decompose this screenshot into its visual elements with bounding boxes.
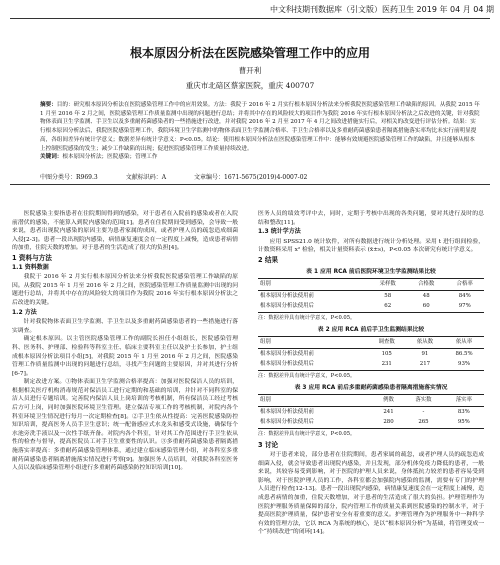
table-header: 合格率: [456, 281, 473, 288]
abstract-text: 目的：研究根本原因分析法在医院感染管理工作中的应用效果。方法：我院于 2016 年 2 月实行根本原因分析法来分析我院医院感染管理工作缺陷的原因。从我院 2015 年 1 月至 2016 年 2 月之间，医院感染管理工作质量监测中出现的问题进行总结；并将其中存在的风险较大的项目作为我院 2016 年实行根本原因分析法之后改进的关键，针对我院物体表面卫生学监测、手卫生以及多重耐药菌感染者的一些措施进行改进，并对我院 2016 年 2 月至 2017 年 4 月之间改进措施实行后，对相关的改变进行评估分析。结果：实行根本原因分析法后，我院医院感染管理工作，我院环境卫生学监测中的物体表面卫生学监测合格率、手卫生合格率以及多重耐药菌感染患者隔离措施落实率均比未实行前明显提高，各组间差异有统计学意义；数据差异有统计学意义：P<0.05。结论：使用根本原因分析法在医院感染管理工作中：能够有效规避医院感染管理工作的缺陷，并且能够从根本上控制医院感染的发生；减少工作缺陷的出现；促进医院感染管理工作质量持续改进。: [40, 102, 480, 152]
table-cell: 241: [383, 408, 394, 415]
table-row: [258, 290, 484, 301]
table-row: [258, 406, 484, 417]
abstract-label: 摘要：: [40, 102, 57, 108]
clc-number: 中图分类号：R969.3: [40, 174, 98, 181]
table-header: 调查数: [378, 339, 395, 346]
table-cell: 48: [422, 292, 430, 299]
table-cell: 根本原因分析法使用前: [260, 408, 314, 415]
affiliation: 重庆市北碚区蔡家医院，重庆 400707: [185, 81, 315, 90]
body-paragraph: 医务人员的绩效考评中去，同时，定期于考核中出现的各类问题，要对其进行及时的总结和整改[11]。: [258, 211, 484, 226]
table-cell: 根本原因分析法使用前: [260, 350, 314, 357]
section-heading: 3 讨论: [258, 441, 279, 450]
article-number: 文章编号：1671-5675(2019)4-0007-02: [194, 174, 308, 181]
table-header: 落实率: [455, 397, 472, 404]
table-note: 注：数据差异具有统计学意义，P<0.05。: [258, 372, 356, 379]
body-paragraph: 确定根本原因。以主管医院感染管理工作的副院长担任小组组长，医院感染管理科、医务科、护理部、检验科等科室主任、临床主要科室主任以及护士长参加，护士组成根本原因分析法项目小组[5]，对我院 2015 年 1 月至 2016 年 2 月之间，医院感染管理工作质量监测中出现的问题进行总结，寻找产生问题的主要原因，并对其进行分析[6-7]。: [12, 336, 238, 377]
paper-title: 根本原因分析法在医院感染管理工作中的应用: [129, 46, 370, 60]
table-header: 合格数: [418, 281, 435, 288]
journal-header: 中文科技期刊数据库（引文版）医药卫生 2019 年 04 月 04 期: [270, 5, 494, 14]
table-cell: 根本原因分析法使用后: [260, 361, 314, 368]
table-cell: 93%: [458, 361, 470, 368]
meta-row: [40, 172, 480, 181]
table-header: 依从率: [455, 339, 473, 346]
subsection-heading: 1.3 统计学方法: [258, 228, 301, 236]
table-cell: 根本原因分析法使用前: [260, 292, 314, 299]
table-cell: 83%: [457, 408, 470, 415]
subsection-heading: 1.1 资料数据: [12, 263, 49, 271]
table-cell: 105: [381, 350, 392, 357]
body-paragraph: 对于患者来说，部分患者在住院期间，患者家属的疏忽，或者护理人员的疏忽造成细菌入侵，就会导致患者出现院内感染，并且发现，部分机体免疫力降低的患者，一般来说，其较容易受到影响，对于医院的护理人员来说，身体抵抗力较差的患者容易受到影响，对于医院护理人员的工作，各科室都会加强院内感染的监测，需要有专门的护理人员进行检查[12-13]。患者一段出现院内感染，病情康复速度会在一定程度上减慢，造成患者病情的加重，住院天数增加，对于患者的生活造成了很大的负担。护理管理作为医院护理服务质量保障的部分，院内管理工作的质量关系到医院感染的控制水平，对于提高医院护理质量，保护患者安全有着重要的意义。护理管理作为护理服务中一种科学有效的管理方法，它以 RCA 为系统的核心，是以“根本原因分析”为基础，将管理变成一个“持续改进”的闭环[14]。: [258, 452, 484, 536]
table-cell: 62: [384, 303, 392, 310]
body-paragraph: 制定改进方案。①物体表面卫生学监测合格率提高：加强对医院保洁人员的培训，根据相关医疗机构消毒规范对保洁员工进行定期的和基础的培训，并针对不同科室的保洁人员进行专题培训。完善院内保洁人员上岗培训的考核机制，所有保洁员工经过考核后方可上岗，同时加强医院环境卫生管理。建立保洁专项工作的考核机制，对院内各个科室环境卫生情况进行每月一次定期检查[8]。②手卫生依从性提高：完善医院感染防控知识培训，提高医务人员手卫生意识；统一配备感应式水龙头和感受式设施，确保每个水池旁洗手液以及一次性手纸齐备。对院内各个科室，针对其工作范围进行手卫生依从性的检查与督导，提高医院员工对手卫生重要性的认识。③多重耐药菌感染患者隔离措施落实率提高：多重耐药菌感染管理体系，通过建立临床感染管理小组，对各科室多重耐药菌感染患者隔离措施落实情况进行考察[9]。加强医务人员培训，对我院各科室医务人员以及临床感染管理小组进行多重耐药菌感染防控知识培训[10]。: [12, 379, 238, 472]
table-cell: 231: [381, 361, 392, 368]
section-heading: 1 资料与方法: [12, 253, 52, 262]
table-cell: 95%: [457, 419, 470, 426]
table-header: 组别: [260, 339, 271, 346]
table-cell: 91: [421, 350, 429, 357]
table-cell: 97%: [458, 303, 471, 310]
left-column: [12, 210, 238, 473]
table-header: 组别: [260, 397, 271, 404]
table-3: [258, 394, 484, 429]
table-cell: 58: [384, 292, 392, 299]
table-row: [258, 417, 484, 428]
section-heading: 2 结果: [258, 255, 279, 264]
table-header: 组别: [260, 281, 271, 288]
doc-code: 文献标识码：A: [125, 174, 167, 181]
author: 曹开利: [238, 66, 262, 75]
table-cell: 根本原因分析法使用后: [260, 303, 314, 310]
table-caption: 表 1 应用 RCA 前后医院环境卫生学监测结果比较: [306, 268, 436, 275]
meta-rule: [10, 184, 490, 185]
table-2: [258, 336, 484, 371]
table-cell: 217: [419, 361, 431, 368]
table-cell: 265: [418, 419, 429, 426]
table-cell: 60: [422, 303, 430, 310]
keywords: 根本原因分析法；医院感染；管理工作: [62, 154, 158, 161]
table-cell: 86.5%: [455, 350, 473, 357]
table-header: 采样数: [379, 281, 396, 288]
table-note: 注：数据差异具有统计学意义，P<0.05。: [258, 430, 356, 437]
body-paragraph: 针对我院物体表面卫生学监测、手卫生以及多重耐药菌感染患者的一些措施进行落实调查。: [12, 319, 238, 334]
table-cell: -: [422, 408, 425, 415]
table-cell: 84%: [458, 292, 471, 299]
table-row: [258, 359, 484, 370]
table-caption: 表 3 应用 RCA 前后多重耐药菌感染患者隔离措施落实情况: [294, 384, 448, 391]
header-rule: [10, 18, 490, 19]
table-cell: 根本原因分析法使用后: [260, 419, 314, 426]
table-row: [258, 301, 484, 312]
body-paragraph: 我院于 2016 年 2 月实行根本原因分析法来分析我院医院感染管理工作缺陷的原因。从我院 2015 年 1 月至 2016 年 2 月之间，医院感染管理工作质量监测中出现的问题进行总结，并将其中存在的风险较大的项目作为我院 2016 年实行根本原因分析法之后改进的关键。: [12, 274, 238, 306]
abstract: [40, 101, 480, 162]
table-caption: 表 2 应用 RCA 前后手卫生监测结果比较: [317, 326, 425, 333]
table-cell: 280: [383, 419, 394, 426]
right-column: [258, 210, 484, 537]
intro-paragraph: 医院感染主要指患者在住院期间得到的感染，对于患者在入院前的感染或者在入院前潜伏的感染，不能算入到院内感染的范围[1]。患者在住院期间受到感染，会导致一般来说，患者出现院内感染的原因主要为患者家属的成因，或者护理人员的疏忽造成细菌入侵[2-3]。患者一段出现院内感染，病情康复速度会在一定程度上减慢，造成患者病情的加重，住院天数的增加。对于患者的生活造成了很大的负担[4]。: [12, 211, 238, 252]
table-note: 注：数据差异具有统计学意义，P<0.05。: [258, 314, 356, 321]
table-header: 例数: [383, 397, 394, 404]
table-header: 依从数: [416, 339, 433, 346]
body-paragraph: 应用 SPSS21.0 统计软件，对所有数据进行统计分析处理。采用 t 进行组间检验，计数资料采用 x² 检验，相关计量资料表示 (x̄±s)，P<0.05 本次研究有统计学意义。: [258, 238, 484, 254]
table-row: [258, 348, 484, 359]
table-1: [258, 278, 484, 313]
subsection-heading: 1.2 方法: [12, 308, 37, 316]
table-header: 落实数: [415, 397, 432, 404]
keywords-label: 关键词：: [40, 154, 63, 161]
